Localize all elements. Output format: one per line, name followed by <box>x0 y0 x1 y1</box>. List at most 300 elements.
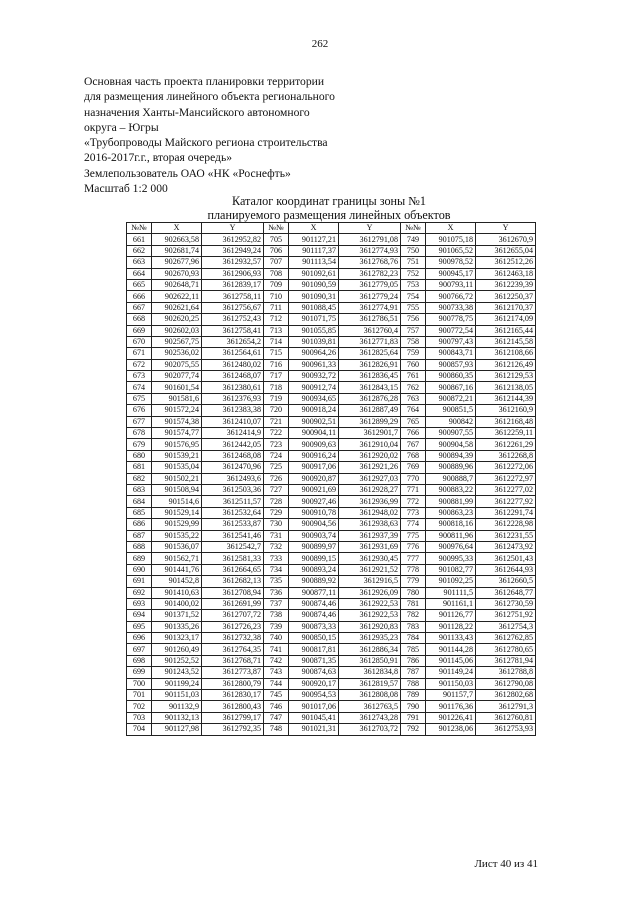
x-coordinate-cell: 900912,74 <box>289 382 339 393</box>
point-number-cell: 683 <box>127 484 152 495</box>
x-coordinate-cell: 901529,14 <box>152 507 202 518</box>
point-number-cell: 732 <box>264 541 289 552</box>
y-coordinate-cell: 3612726,23 <box>202 621 264 632</box>
y-coordinate-cell: 3612931,69 <box>339 541 401 552</box>
point-number-cell: 741 <box>264 644 289 655</box>
x-coordinate-cell: 900910,78 <box>289 507 339 518</box>
x-coordinate-cell: 900899,97 <box>289 541 339 552</box>
y-coordinate-cell: 3612376,93 <box>202 393 264 404</box>
y-coordinate-cell: 3612753,93 <box>476 724 536 735</box>
y-coordinate-cell: 3612782,23 <box>339 268 401 279</box>
table-row <box>127 633 536 644</box>
point-number-cell: 692 <box>127 587 152 598</box>
x-coordinate-cell: 901071,75 <box>289 314 339 325</box>
y-coordinate-cell: 3612655,04 <box>476 245 536 256</box>
y-coordinate-cell: 3612826,91 <box>339 359 401 370</box>
table-row <box>127 610 536 621</box>
y-coordinate-cell: 3612768,76 <box>339 257 401 268</box>
x-coordinate-cell: 902677,96 <box>152 257 202 268</box>
x-coordinate-cell: 901065,52 <box>426 245 476 256</box>
header-line: для размещения линейного объекта регионального <box>84 90 335 104</box>
point-number-cell: 745 <box>264 690 289 701</box>
y-coordinate-cell: 3612949,24 <box>202 245 264 256</box>
y-coordinate-cell: 3612259,11 <box>476 428 536 439</box>
x-coordinate-cell: 900881,99 <box>426 496 476 507</box>
x-coordinate-cell: 900797,43 <box>426 336 476 347</box>
y-coordinate-cell: 3612774,93 <box>339 245 401 256</box>
x-coordinate-cell: 901572,24 <box>152 405 202 416</box>
header-line: «Трубопроводы Майского региона строительства <box>84 136 328 150</box>
x-coordinate-cell: 900907,55 <box>426 428 476 439</box>
y-coordinate-cell: 3612920,02 <box>339 450 401 461</box>
x-coordinate-cell: 900954,53 <box>289 690 339 701</box>
y-coordinate-cell: 3612928,27 <box>339 484 401 495</box>
y-coordinate-cell: 3612930,45 <box>339 553 401 564</box>
y-coordinate-cell: 3612160,9 <box>476 405 536 416</box>
point-number-cell: 785 <box>401 644 426 655</box>
y-coordinate-cell: 3612564,61 <box>202 348 264 359</box>
header-line: Землепользователь ОАО «НК «Роснефть» <box>84 166 291 180</box>
point-number-cell: 752 <box>401 268 426 279</box>
x-coordinate-cell: 901441,76 <box>152 564 202 575</box>
point-number-cell: 781 <box>401 598 426 609</box>
y-coordinate-cell: 3612138,05 <box>476 382 536 393</box>
x-coordinate-cell: 901260,49 <box>152 644 202 655</box>
x-coordinate-cell: 900903,74 <box>289 530 339 541</box>
x-coordinate-cell: 901128,22 <box>426 621 476 632</box>
y-coordinate-cell: 3612758,11 <box>202 291 264 302</box>
point-number-cell: 770 <box>401 473 426 484</box>
x-coordinate-cell: 902663,58 <box>152 234 202 245</box>
x-coordinate-cell: 900874,46 <box>289 598 339 609</box>
table-caption <box>124 195 534 222</box>
y-coordinate-cell: 3612691,99 <box>202 598 264 609</box>
x-coordinate-cell: 901535,22 <box>152 530 202 541</box>
x-coordinate-cell: 900921,69 <box>289 484 339 495</box>
y-coordinate-cell: 3612760,81 <box>476 712 536 723</box>
point-number-cell: 760 <box>401 359 426 370</box>
point-number-cell: 668 <box>127 314 152 325</box>
point-number-cell: 784 <box>401 633 426 644</box>
table-row <box>127 644 536 655</box>
point-number-cell: 734 <box>264 564 289 575</box>
x-coordinate-cell: 901226,41 <box>426 712 476 723</box>
y-coordinate-cell: 3612228,98 <box>476 519 536 530</box>
y-coordinate-cell: 3612480,02 <box>202 359 264 370</box>
point-number-cell: 754 <box>401 291 426 302</box>
x-coordinate-cell: 900964,26 <box>289 348 339 359</box>
point-number-cell: 699 <box>127 667 152 678</box>
x-coordinate-cell: 901157,7 <box>426 690 476 701</box>
x-coordinate-cell: 901132,9 <box>152 701 202 712</box>
point-number-cell: 750 <box>401 245 426 256</box>
x-coordinate-cell: 901199,24 <box>152 678 202 689</box>
x-coordinate-cell: 901601,54 <box>152 382 202 393</box>
x-coordinate-cell: 901132,13 <box>152 712 202 723</box>
point-number-cell: 705 <box>264 234 289 245</box>
point-number-cell: 744 <box>264 678 289 689</box>
point-number-cell: 768 <box>401 450 426 461</box>
point-number-cell: 671 <box>127 348 152 359</box>
y-coordinate-cell: 3612442,05 <box>202 439 264 450</box>
x-coordinate-cell: 900766,72 <box>426 291 476 302</box>
x-coordinate-cell: 901535,04 <box>152 462 202 473</box>
point-number-cell: 709 <box>264 279 289 290</box>
y-coordinate-cell: 3612743,28 <box>339 712 401 723</box>
point-number-cell: 715 <box>264 348 289 359</box>
point-number-cell: 776 <box>401 541 426 552</box>
table-row <box>127 690 536 701</box>
point-number-cell: 667 <box>127 302 152 313</box>
table-row <box>127 496 536 507</box>
x-coordinate-cell: 901151,03 <box>152 690 202 701</box>
x-coordinate-cell: 900818,16 <box>426 519 476 530</box>
point-number-cell: 759 <box>401 348 426 359</box>
x-coordinate-cell: 901514,6 <box>152 496 202 507</box>
x-coordinate-cell: 902622,11 <box>152 291 202 302</box>
table-row <box>127 234 536 245</box>
x-coordinate-cell: 901039,81 <box>289 336 339 347</box>
table-row <box>127 245 536 256</box>
x-coordinate-cell: 901145,06 <box>426 655 476 666</box>
x-coordinate-cell: 902681,74 <box>152 245 202 256</box>
x-coordinate-cell: 900918,24 <box>289 405 339 416</box>
x-coordinate-cell: 900904,58 <box>426 439 476 450</box>
x-coordinate-cell: 900843,71 <box>426 348 476 359</box>
point-number-cell: 664 <box>127 268 152 279</box>
y-coordinate-cell: 3612463,18 <box>476 268 536 279</box>
y-coordinate-cell: 3612664,65 <box>202 564 264 575</box>
point-number-cell: 767 <box>401 439 426 450</box>
x-coordinate-cell: 901452,8 <box>152 576 202 587</box>
point-number-cell: 673 <box>127 371 152 382</box>
page-number: 262 <box>311 38 329 50</box>
y-coordinate-cell: 3612503,36 <box>202 484 264 495</box>
y-coordinate-cell: 3612926,09 <box>339 587 401 598</box>
table-row <box>127 507 536 518</box>
y-coordinate-cell: 3612830,17 <box>202 690 264 701</box>
point-number-cell: 780 <box>401 587 426 598</box>
y-coordinate-cell: 3612764,35 <box>202 644 264 655</box>
x-coordinate-cell: 900920,17 <box>289 678 339 689</box>
point-number-cell: 682 <box>127 473 152 484</box>
y-coordinate-cell: 3612876,28 <box>339 393 401 404</box>
y-coordinate-cell: 3612936,99 <box>339 496 401 507</box>
x-coordinate-cell: 901127,98 <box>152 724 202 735</box>
point-number-cell: 712 <box>264 314 289 325</box>
x-coordinate-cell: 901117,37 <box>289 245 339 256</box>
point-number-cell: 707 <box>264 257 289 268</box>
x-coordinate-cell: 900904,11 <box>289 428 339 439</box>
point-number-cell: 717 <box>264 371 289 382</box>
point-number-cell: 704 <box>127 724 152 735</box>
y-coordinate-cell: 3612174,09 <box>476 314 536 325</box>
header-line: Основная часть проекта планировки территории <box>84 75 325 88</box>
y-coordinate-cell: 3612922,53 <box>339 610 401 621</box>
y-coordinate-cell: 3612126,49 <box>476 359 536 370</box>
x-coordinate-cell: 900945,17 <box>426 268 476 279</box>
y-coordinate-cell: 3612752,43 <box>202 314 264 325</box>
point-number-cell: 694 <box>127 610 152 621</box>
table-row <box>127 678 536 689</box>
x-coordinate-cell: 900860,35 <box>426 371 476 382</box>
point-number-cell: 685 <box>127 507 152 518</box>
point-number-cell: 687 <box>127 530 152 541</box>
point-number-cell: 662 <box>127 245 152 256</box>
x-coordinate-cell: 900894,39 <box>426 450 476 461</box>
point-number-cell: 714 <box>264 336 289 347</box>
point-number-cell: 782 <box>401 610 426 621</box>
y-coordinate-cell: 3612916,5 <box>339 576 401 587</box>
table-row <box>127 382 536 393</box>
x-coordinate-cell: 900857,93 <box>426 359 476 370</box>
point-number-cell: 749 <box>401 234 426 245</box>
x-coordinate-cell: 901508,94 <box>152 484 202 495</box>
x-coordinate-cell: 901092,61 <box>289 268 339 279</box>
table-row <box>127 541 536 552</box>
point-number-cell: 789 <box>401 690 426 701</box>
x-coordinate-cell: 901021,31 <box>289 724 339 735</box>
x-coordinate-cell: 900871,35 <box>289 655 339 666</box>
x-coordinate-cell: 901113,54 <box>289 257 339 268</box>
y-coordinate-cell: 3612144,39 <box>476 393 536 404</box>
y-coordinate-cell: 3612581,33 <box>202 553 264 564</box>
point-number-cell: 727 <box>264 484 289 495</box>
x-coordinate-cell: 900893,24 <box>289 564 339 575</box>
point-number-cell: 679 <box>127 439 152 450</box>
y-coordinate-cell: 3612927,03 <box>339 473 401 484</box>
y-coordinate-cell: 3612901,7 <box>339 428 401 439</box>
point-number-cell: 729 <box>264 507 289 518</box>
y-coordinate-cell: 3612703,72 <box>339 724 401 735</box>
y-coordinate-cell: 3612470,96 <box>202 462 264 473</box>
point-number-cell: 773 <box>401 507 426 518</box>
point-number-cell: 725 <box>264 462 289 473</box>
x-coordinate-cell: 902620,25 <box>152 314 202 325</box>
point-number-cell: 783 <box>401 621 426 632</box>
y-coordinate-cell: 3612910,04 <box>339 439 401 450</box>
y-coordinate-cell: 3612670,9 <box>476 234 536 245</box>
x-coordinate-cell: 902536,02 <box>152 348 202 359</box>
y-coordinate-cell: 3612948,02 <box>339 507 401 518</box>
point-number-cell: 686 <box>127 519 152 530</box>
y-coordinate-cell: 3612250,37 <box>476 291 536 302</box>
table-row <box>127 712 536 723</box>
table-row <box>127 268 536 279</box>
y-coordinate-cell: 3612468,08 <box>202 450 264 461</box>
point-number-cell: 722 <box>264 428 289 439</box>
y-coordinate-cell: 3612790,08 <box>476 678 536 689</box>
point-number-cell: 688 <box>127 541 152 552</box>
point-number-cell: 713 <box>264 325 289 336</box>
x-coordinate-cell: 900772,54 <box>426 325 476 336</box>
caption-line: Каталог координат границы зоны №1 <box>231 194 427 208</box>
column-header: X <box>426 223 476 234</box>
point-number-cell: 779 <box>401 576 426 587</box>
table-row <box>127 701 536 712</box>
column-header: Y <box>202 223 264 234</box>
point-number-cell: 675 <box>127 393 152 404</box>
x-coordinate-cell: 901127,21 <box>289 234 339 245</box>
x-coordinate-cell: 901574,77 <box>152 428 202 439</box>
point-number-cell: 710 <box>264 291 289 302</box>
x-coordinate-cell: 901371,52 <box>152 610 202 621</box>
y-coordinate-cell: 3612758,41 <box>202 325 264 336</box>
table-row <box>127 587 536 598</box>
x-coordinate-cell: 901252,52 <box>152 655 202 666</box>
x-coordinate-cell: 900872,21 <box>426 393 476 404</box>
point-number-cell: 674 <box>127 382 152 393</box>
x-coordinate-cell: 901410,63 <box>152 587 202 598</box>
x-coordinate-cell: 901150,03 <box>426 678 476 689</box>
table-row <box>127 359 536 370</box>
table-row <box>127 348 536 359</box>
sheet-footer: Лист 40 из 41 <box>474 858 538 870</box>
coordinate-catalog-table <box>126 222 536 736</box>
table-row <box>127 667 536 678</box>
y-coordinate-cell: 3612839,17 <box>202 279 264 290</box>
point-number-cell: 723 <box>264 439 289 450</box>
y-coordinate-cell: 3612791,08 <box>339 234 401 245</box>
y-coordinate-cell: 3612145,58 <box>476 336 536 347</box>
y-coordinate-cell: 3612165,44 <box>476 325 536 336</box>
x-coordinate-cell: 901576,95 <box>152 439 202 450</box>
y-coordinate-cell: 3612493,6 <box>202 473 264 484</box>
point-number-cell: 751 <box>401 257 426 268</box>
table-row <box>127 371 536 382</box>
y-coordinate-cell: 3612937,39 <box>339 530 401 541</box>
point-number-cell: 669 <box>127 325 152 336</box>
x-coordinate-cell: 900883,22 <box>426 484 476 495</box>
y-coordinate-cell: 3612836,45 <box>339 371 401 382</box>
y-coordinate-cell: 3612887,49 <box>339 405 401 416</box>
document-header <box>84 74 524 196</box>
y-coordinate-cell: 3612779,05 <box>339 279 401 290</box>
table-header-row <box>127 223 536 234</box>
table-row <box>127 314 536 325</box>
point-number-cell: 787 <box>401 667 426 678</box>
x-coordinate-cell: 900850,15 <box>289 633 339 644</box>
y-coordinate-cell: 3612272,06 <box>476 462 536 473</box>
y-coordinate-cell: 3612291,74 <box>476 507 536 518</box>
y-coordinate-cell: 3612468,07 <box>202 371 264 382</box>
x-coordinate-cell: 900873,33 <box>289 621 339 632</box>
point-number-cell: 792 <box>401 724 426 735</box>
header-line: назначения Ханты-Мансийского автономного <box>84 105 310 119</box>
x-coordinate-cell: 901243,52 <box>152 667 202 678</box>
y-coordinate-cell: 3612168,48 <box>476 416 536 427</box>
x-coordinate-cell: 900976,64 <box>426 541 476 552</box>
table-row <box>127 553 536 564</box>
table-row <box>127 598 536 609</box>
x-coordinate-cell: 901082,77 <box>426 564 476 575</box>
x-coordinate-cell: 900811,96 <box>426 530 476 541</box>
table-row <box>127 576 536 587</box>
y-coordinate-cell: 3612239,39 <box>476 279 536 290</box>
point-number-cell: 702 <box>127 701 152 712</box>
x-coordinate-cell: 901400,02 <box>152 598 202 609</box>
table-row <box>127 621 536 632</box>
caption-line: планируемого размещения линейных объектов <box>207 207 451 222</box>
point-number-cell: 774 <box>401 519 426 530</box>
point-number-cell: 765 <box>401 416 426 427</box>
y-coordinate-cell: 3612786,51 <box>339 314 401 325</box>
point-number-cell: 672 <box>127 359 152 370</box>
header-line: 2016-2017г.г., вторая очередь» <box>84 151 233 165</box>
point-number-cell: 778 <box>401 564 426 575</box>
x-coordinate-cell: 901529,99 <box>152 519 202 530</box>
point-number-cell: 761 <box>401 371 426 382</box>
point-number-cell: 719 <box>264 393 289 404</box>
table-row <box>127 428 536 439</box>
point-number-cell: 678 <box>127 428 152 439</box>
y-coordinate-cell: 3612921,52 <box>339 564 401 575</box>
column-header: №№ <box>401 223 426 234</box>
point-number-cell: 777 <box>401 553 426 564</box>
x-coordinate-cell: 900733,38 <box>426 302 476 313</box>
x-coordinate-cell: 900888,7 <box>426 473 476 484</box>
x-coordinate-cell: 900842 <box>426 416 476 427</box>
point-number-cell: 731 <box>264 530 289 541</box>
point-number-cell: 720 <box>264 405 289 416</box>
y-coordinate-cell: 3612850,91 <box>339 655 401 666</box>
y-coordinate-cell: 3612277,92 <box>476 496 536 507</box>
x-coordinate-cell: 901176,36 <box>426 701 476 712</box>
y-coordinate-cell: 3612788,8 <box>476 667 536 678</box>
x-coordinate-cell: 901536,07 <box>152 541 202 552</box>
y-coordinate-cell: 3612272,97 <box>476 473 536 484</box>
table-row <box>127 257 536 268</box>
point-number-cell: 684 <box>127 496 152 507</box>
y-coordinate-cell: 3612268,8 <box>476 450 536 461</box>
y-coordinate-cell: 3612380,61 <box>202 382 264 393</box>
y-coordinate-cell: 3612763,5 <box>339 701 401 712</box>
x-coordinate-cell: 900995,33 <box>426 553 476 564</box>
table-row <box>127 325 536 336</box>
y-coordinate-cell: 3612532,64 <box>202 507 264 518</box>
x-coordinate-cell: 900867,16 <box>426 382 476 393</box>
x-coordinate-cell: 901574,38 <box>152 416 202 427</box>
x-coordinate-cell: 900961,33 <box>289 359 339 370</box>
column-header: Y <box>339 223 401 234</box>
point-number-cell: 681 <box>127 462 152 473</box>
y-coordinate-cell: 3612781,94 <box>476 655 536 666</box>
y-coordinate-cell: 3612170,37 <box>476 302 536 313</box>
table-row <box>127 519 536 530</box>
point-number-cell: 757 <box>401 325 426 336</box>
point-number-cell: 728 <box>264 496 289 507</box>
y-coordinate-cell: 3612886,34 <box>339 644 401 655</box>
y-coordinate-cell: 3612108,66 <box>476 348 536 359</box>
point-number-cell: 690 <box>127 564 152 575</box>
y-coordinate-cell: 3612277,02 <box>476 484 536 495</box>
table-row <box>127 450 536 461</box>
point-number-cell: 790 <box>401 701 426 712</box>
x-coordinate-cell: 901055,85 <box>289 325 339 336</box>
x-coordinate-cell: 901133,43 <box>426 633 476 644</box>
point-number-cell: 772 <box>401 496 426 507</box>
x-coordinate-cell: 902648,71 <box>152 279 202 290</box>
y-coordinate-cell: 3612682,13 <box>202 576 264 587</box>
y-coordinate-cell: 3612920,83 <box>339 621 401 632</box>
x-coordinate-cell: 900916,24 <box>289 450 339 461</box>
y-coordinate-cell: 3612648,77 <box>476 587 536 598</box>
x-coordinate-cell: 900902,51 <box>289 416 339 427</box>
point-number-cell: 724 <box>264 450 289 461</box>
x-coordinate-cell: 900917,06 <box>289 462 339 473</box>
point-number-cell: 677 <box>127 416 152 427</box>
point-number-cell: 791 <box>401 712 426 723</box>
